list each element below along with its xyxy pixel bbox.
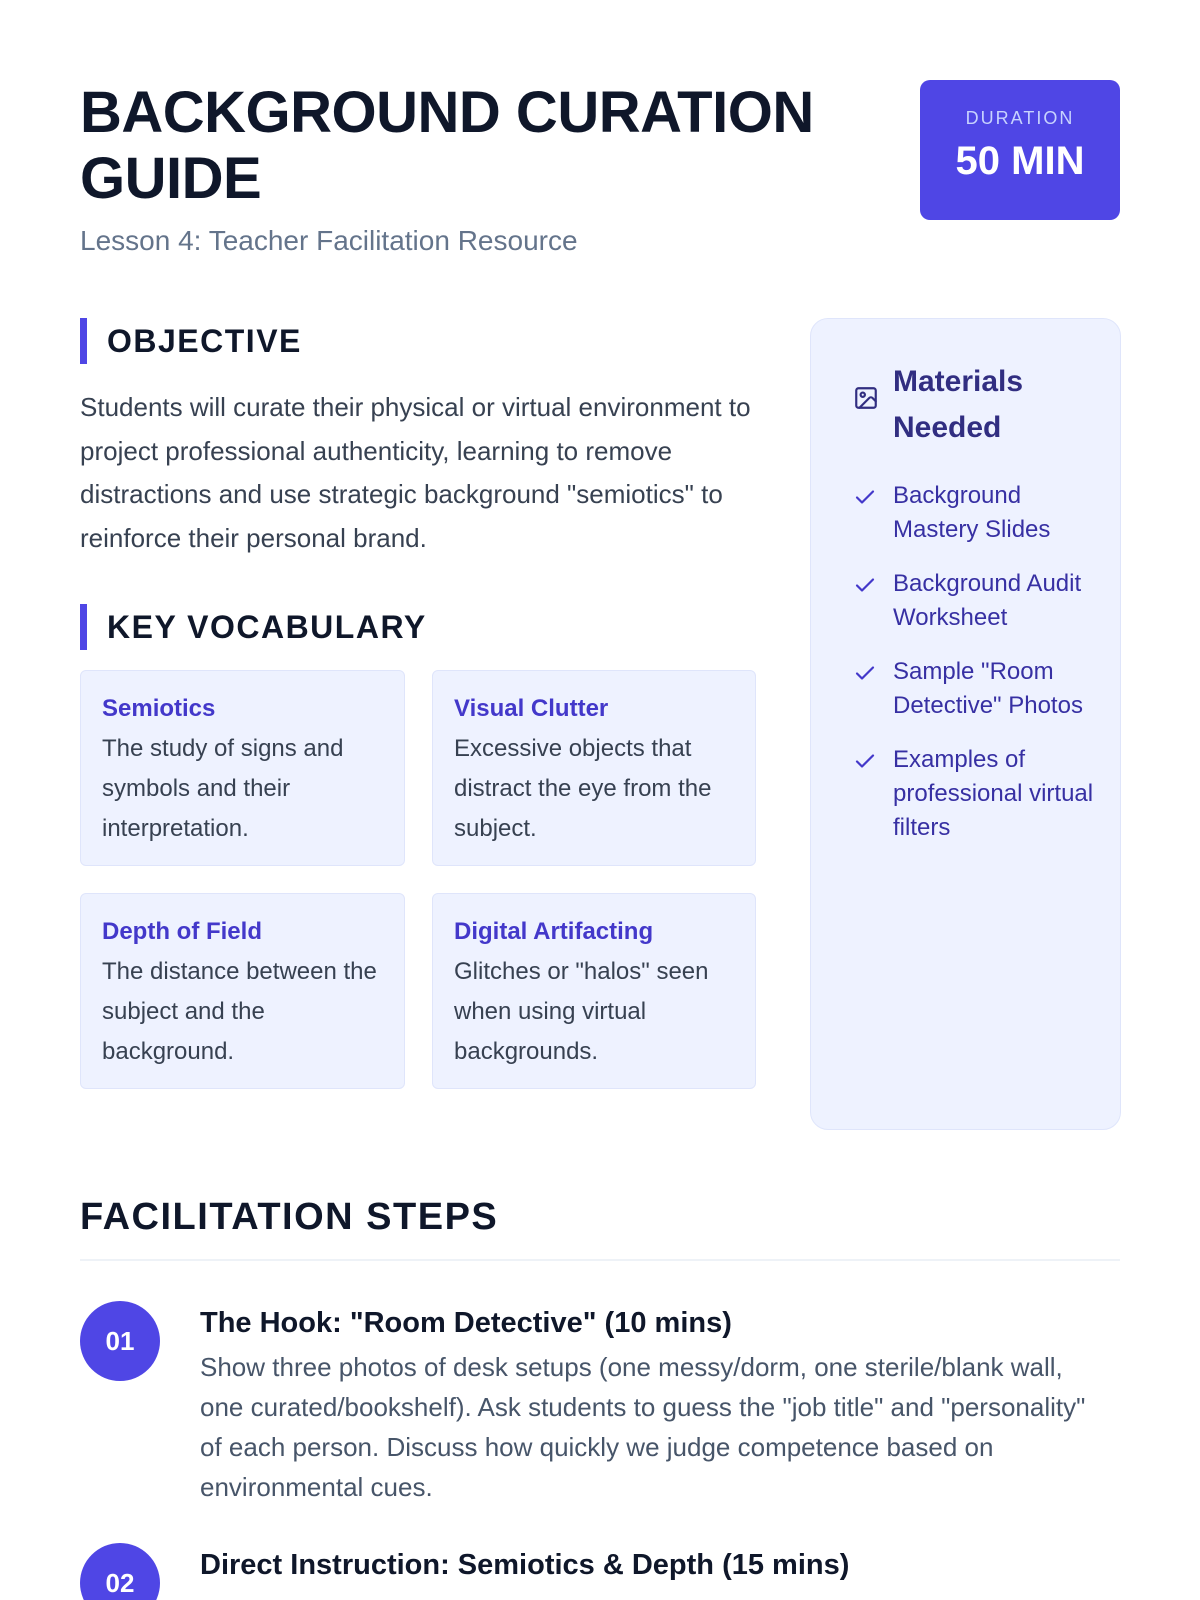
materials-label: Sample "Room Detective" Photos [893,658,1083,719]
vocab-card-semiotics [80,670,405,866]
left-column [80,318,756,1089]
vocab-term: Depth of Field [102,918,262,945]
check-icon [853,749,877,773]
materials-title: Materials Needed [893,365,1024,444]
materials-panel [810,318,1121,1130]
vocabulary-heading: KEY VOCABULARY [80,604,756,650]
step-body [200,1301,1100,1507]
vocab-definition: The distance between the subject and the background. [102,958,377,1065]
materials-item [853,655,1098,723]
step-item [80,1301,1120,1507]
vocab-card-depth-of-field [80,893,405,1089]
objective-heading: OBJECTIVE [80,318,756,364]
vocabulary-grid [80,670,756,1089]
materials-item [853,743,1098,845]
title-block [80,80,860,258]
materials-label: Background Audit Worksheet [893,570,1082,631]
page-subtitle: Lesson 4: Teacher Facilitation Resource [80,225,578,256]
materials-list [853,479,1098,845]
steps-heading: FACILITATION STEPS [80,1196,1120,1261]
materials-label: Background Mastery Slides [893,482,1051,543]
check-icon [853,485,877,509]
step-item [80,1543,1120,1600]
vocab-definition: The study of signs and symbols and their interpretation. [102,735,344,842]
image-icon [853,385,879,411]
page-title: BACKGROUND CURATION GUIDE [80,80,814,211]
vocab-term: Digital Artifacting [454,918,654,945]
facilitation-steps [80,1196,1120,1600]
step-number-badge: 02 [80,1543,160,1600]
vocab-term: Visual Clutter [454,695,609,722]
header [80,80,1120,258]
vocab-definition: Glitches or "halos" seen when using virtual backgrounds. [454,958,709,1065]
objective-text: Students will curate their physical or virtual environment to project professional authenticity, learning to remove distractions and use strategic background "semiotics" to reinforce their personal brand. [80,392,751,553]
duration-badge [920,80,1120,220]
duration-value: 50 MIN [955,139,1085,183]
step-title: Direct Instruction: Semiotics & Depth (15 mins) [200,1549,850,1581]
vocab-term: Semiotics [102,695,216,722]
materials-header [853,359,1098,451]
step-description: Show three photos of desk setups (one messy/dorm, one sterile/blank wall, one curated/bookshelf). Ask students to guess the "job title" and "personality" of each person. Discuss how quickly we judge competence based on environmental cues. [200,1352,1086,1502]
vocab-definition: Excessive objects that distract the eye from the subject. [454,735,712,842]
duration-label: DURATION [965,108,1075,128]
main-content [80,318,1120,1130]
materials-item [853,479,1098,547]
vocab-card-digital-artifacting [432,893,756,1089]
materials-item [853,567,1098,635]
check-icon [853,661,877,685]
step-number-badge: 01 [80,1301,160,1381]
step-title: The Hook: "Room Detective" (10 mins) [200,1307,732,1339]
vocab-card-visual-clutter [432,670,756,866]
step-body [200,1543,1100,1585]
check-icon [853,573,877,597]
materials-label: Examples of professional virtual filters [893,746,1094,841]
